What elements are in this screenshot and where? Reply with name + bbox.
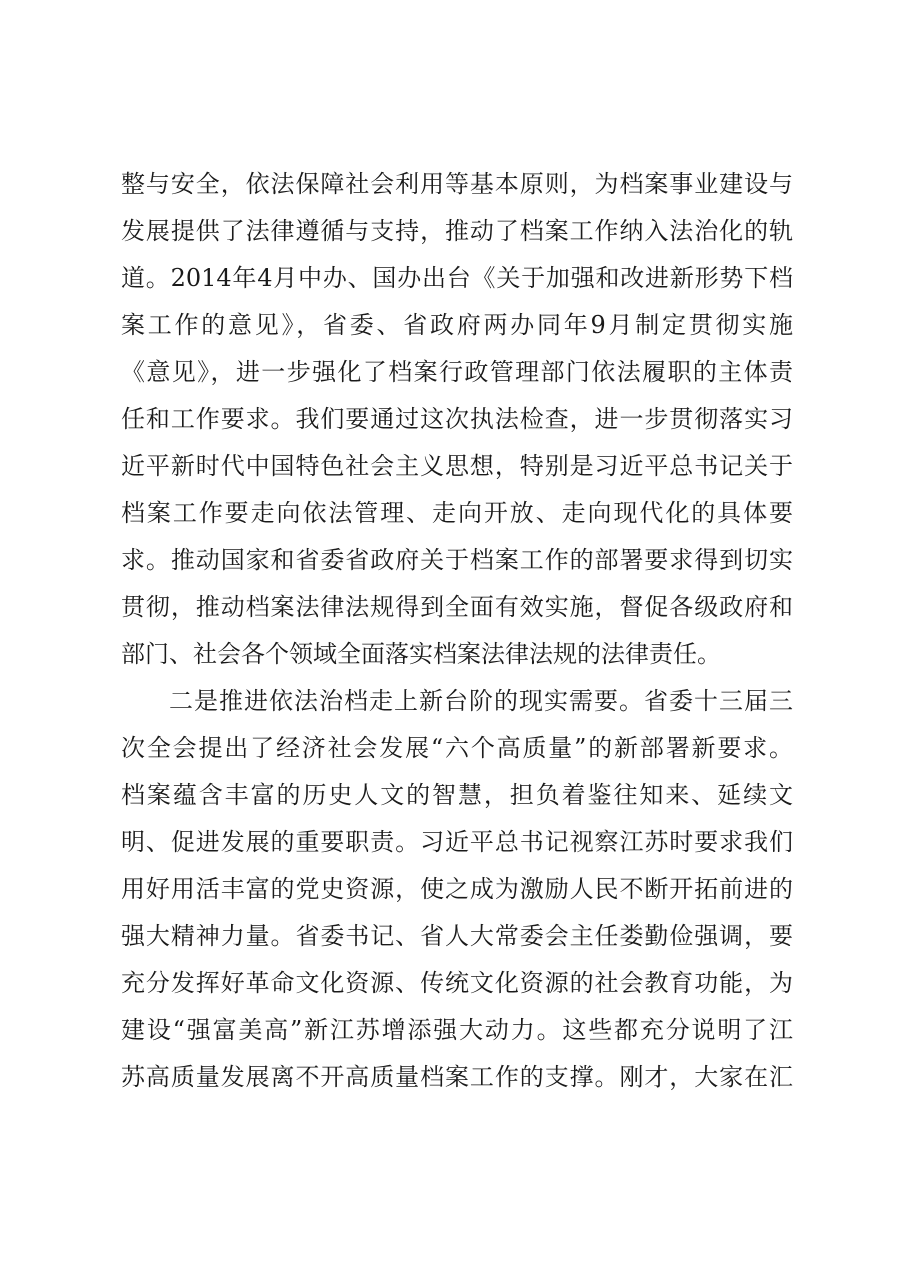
text-line: 建设“强富美高”新江苏增添强大动力。这些都充分说明了江 bbox=[121, 1016, 793, 1044]
text-line: 近平新时代中国特色社会主义思想，特别是习近平总书记关于 bbox=[121, 452, 793, 480]
text-line: 贯彻，推动档案法律法规得到全面有效实施，督促各级政府和 bbox=[121, 593, 793, 621]
text-line: 充分发挥好革命文化资源、传统文化资源的社会教育功能，为 bbox=[121, 969, 793, 997]
text-line: 任和工作要求。我们要通过这次执法检查，进一步贯彻落实习 bbox=[121, 405, 793, 433]
text-line: 档案蕴含丰富的历史人文的智慧，担负着鉴往知来、延续文 bbox=[121, 781, 793, 809]
text-line: 明、促进发展的重要职责。习近平总书记视察江苏时要求我们 bbox=[121, 828, 793, 856]
text-line: 部门、社会各个领域全面落实档案法律法规的法律责任。 bbox=[121, 640, 721, 668]
text-line: 强大精神力量。省委书记、省人大常委会主任娄勤俭强调，要 bbox=[121, 922, 793, 950]
text-line: 《意见》，进一步强化了档案行政管理部门依法履职的主体责 bbox=[121, 358, 793, 386]
text-line: 整与安全，依法保障社会利用等基本原则，为档案事业建设与 bbox=[121, 170, 793, 198]
paragraph-first-line: 二是推进依法治档走上新台阶的现实需要。省委十三届三 bbox=[169, 687, 793, 715]
text-line: 案工作的意见》，省委、省政府两办同年9月制定贯彻实施 bbox=[121, 311, 793, 339]
text-line: 档案工作要走向依法管理、走向开放、走向现代化的具体要 bbox=[121, 499, 793, 527]
text-line: 次全会提出了经济社会发展“六个高质量”的新部署新要求。 bbox=[121, 734, 793, 762]
text-line: 发展提供了法律遵循与支持，推动了档案工作纳入法治化的轨 bbox=[121, 217, 793, 245]
text-line: 道。2014年4月中办、国办出台《关于加强和改进新形势下档 bbox=[121, 264, 793, 292]
text-line: 求。推动国家和省委省政府关于档案工作的部署要求得到切实 bbox=[121, 546, 793, 574]
text-line: 用好用活丰富的党史资源，使之成为激励人民不断开拓前进的 bbox=[121, 875, 793, 903]
text-line: 苏高质量发展离不开高质量档案工作的支撑。刚才，大家在汇 bbox=[121, 1063, 793, 1091]
